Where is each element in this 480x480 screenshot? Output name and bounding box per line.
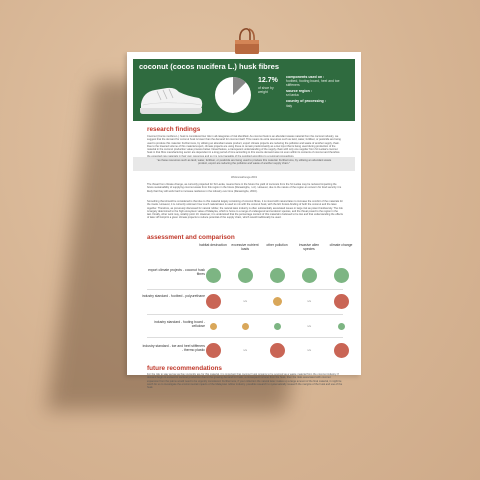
column-nutrient-loads: excessive nutrient loads (231, 243, 259, 251)
risk-indicator-dot (238, 268, 253, 283)
risk-indicator-dot (302, 268, 317, 283)
row-label-polyurethane: industry standard - footbed - polyurethane (142, 294, 205, 298)
not-applicable-label: n/a (306, 348, 312, 352)
risk-indicator-dot (273, 297, 282, 306)
risk-indicator-dot (270, 343, 285, 358)
weight-pie-chart (213, 75, 253, 115)
column-climate-change: climate change (329, 243, 353, 247)
not-applicable-label: n/a (242, 299, 248, 303)
not-applicable-label: n/a (306, 299, 312, 303)
row-label-thermoplastic: industry standard - toe and heel stiffeners - thermo plastic (142, 344, 205, 352)
assessment-heading: assessment and comparison (147, 234, 235, 241)
material-meta (286, 75, 354, 110)
future-paragraph: For the risk to stay as low as they currently are for this material, it is important that coconut husk remains to be sourced as a waste material from the coconut industry. If demand begin to exceed in coconut production due to the growing demand for husk, a consequent income from the husk, then the risks associated with coconut expansion from the palms would need to be urgently considered. Furthermore, if your collection the natural latex makes up a large amount of the final material, it might be worth for us to investigate the environmental impacts of the Malaysian rubber industry. possible research to systematically research the margins of the husk and use of the husk. (147, 373, 343, 390)
weight-caption: of shoe by weight (258, 86, 274, 94)
risk-indicator-dot (210, 323, 217, 330)
quote-box (133, 157, 355, 171)
risk-indicator-dot (274, 323, 281, 330)
risk-indicator-dot (206, 343, 221, 358)
column-other-pollution: other pollution (266, 243, 288, 247)
meta-key-source: source region : (286, 89, 312, 94)
not-applicable-label: n/a (306, 324, 312, 328)
research-heading: research findings (147, 126, 201, 133)
row-label-cellulose: industry standard - footing board - cellulose (154, 320, 205, 328)
poster-paper (127, 52, 361, 390)
research-paragraph-1: Coconut (Cocos nucifera L.) husk is considered low risk in all categories of risk identified. As coconut husk is an abundant waste material from the coconut industry, we suggest that the demand for coconut husk is lower than the demand for coconut itself. This means its extra resources such as land, water, fertiliser, or pesticide are being used to produce this material. Furthermore, by utilising an abundant waste product, export climate projects are reducing the pollution and waste of another supply chain. Due to the lowered volume of this material export, climate projects are using these to remain predominantly as a low input that is being used during production of the material in the coconut production value process below. Nevertheless, a transparent understanding of the supply chain with only one supplier from Sri Lanka's coconut husk in that fibre manufacturing sector are dependent in a long period of time according to this source demand was not even within its contents of coconut and therefore (147, 135, 341, 155)
meta-value-country: italy (286, 103, 293, 108)
poster-title: coconut (cocos nucifera L.) husk fibres (139, 62, 280, 71)
risk-indicator-dot (206, 268, 221, 283)
meta-key-country: country of processing : (286, 99, 326, 104)
sneaker-icon (137, 78, 205, 116)
binder-clip-icon (233, 27, 261, 57)
risk-indicator-dot (206, 294, 221, 309)
meta-value-components: footbed, footing board, heel and toe stiffeners (286, 79, 340, 88)
column-habitat-destruction: habitat destruction (199, 243, 227, 247)
quote-citation: Wickramathunga 2019 (231, 176, 257, 179)
research-paragraph-3: Something that should be considered is that due to this material largely consisting of coconut fibres, it is mixed with natural latex to increase the comfort of the materials for the insole. However, it is currently unknown how much natural latex is used to mix with the coconut husk, with the EU Forest-binding of both the coconut and the latex together. Therefore, as previously discussed for natural rubber, the natural latex industry is often substantially associated issues in large risk as potent biodiversity. The risk is largely determined to the high ecosystem value of Malaysia, which is home to a range of endangered and endemic species, and the threat posed to the region in the last. Finally, other work may, notably point 10. However, it is understood that the percentage content of this material is believed to be low and that understanding the effects of latex off footprint a given climate projects to reduce potential of the supply chain, which would traditionally be used. (147, 200, 343, 220)
meta-value-source: sri lanka (286, 93, 299, 98)
column-invasive-species: invasive alien species (298, 243, 320, 251)
risk-indicator-dot (334, 268, 349, 283)
header-banner (133, 59, 355, 121)
future-heading: future recommendations (147, 365, 222, 372)
pull-quote: "as these resources such as land, water, fertiliser, or pesticide are being used to produce this material. Furthermore, by utilising an abundant waste product, export are reducing the pollution and waste of another supply chain." (156, 159, 332, 166)
risk-indicator-dot (334, 343, 349, 358)
risk-indicator-dot (338, 323, 345, 330)
risk-indicator-dot (270, 268, 285, 283)
risk-indicator-dot (242, 323, 249, 330)
not-applicable-label: n/a (242, 348, 248, 352)
row-label-coconut: export climate projects - coconut husk fibres (148, 268, 205, 276)
risk-indicator-dot (334, 294, 349, 309)
weight-percent: 12.7% (258, 77, 278, 84)
meta-key-components: components used on : (286, 75, 325, 79)
research-paragraph-2: The threat from climate change, as currently projected for Sri Lanka, means there in the future the yield of coconuts from the Sri Lanka may be reduced impacting the future sustainability of supplying coconut waste from this region in the future (Ranasinghe, n.d.). However, due to the nature of the region an concern for food security it is likely that they will work hard to increase resilience in the industry over time (Ranasinghe, 2016). (147, 183, 342, 193)
